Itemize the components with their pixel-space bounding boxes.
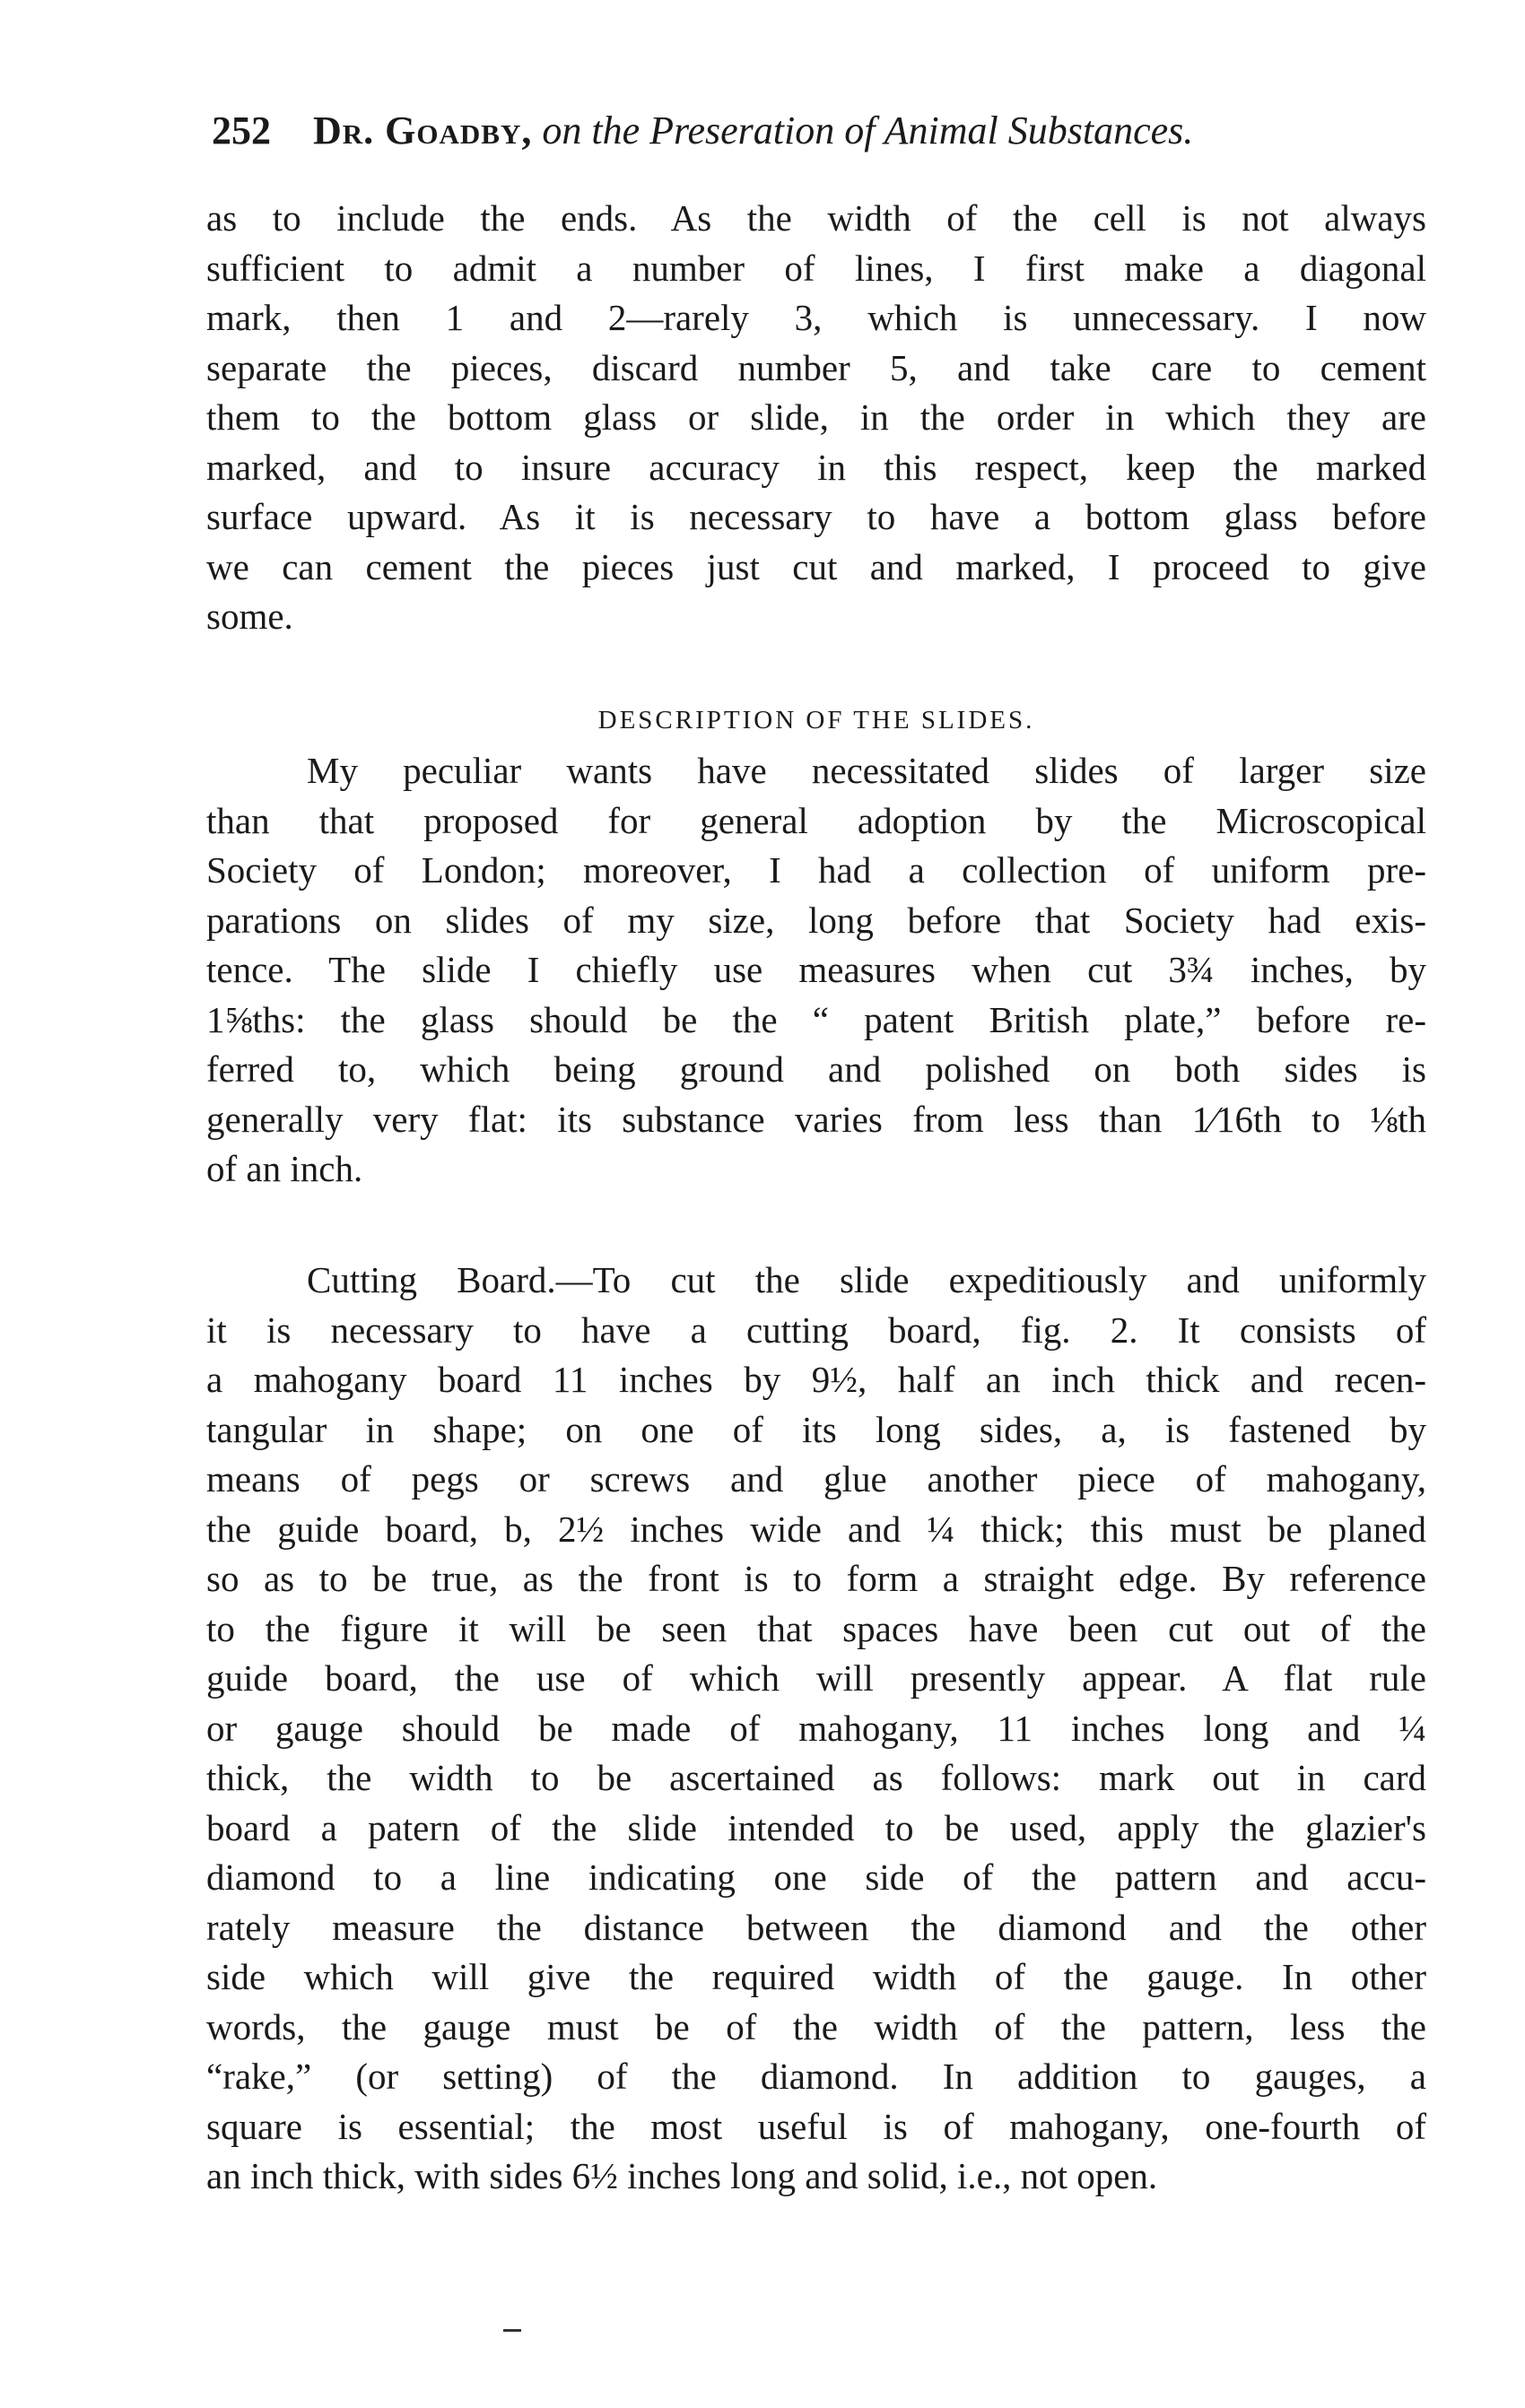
text-line: thick, the width to be ascertained as follows: mark out in card <box>206 1757 1426 1798</box>
text-line: board a patern of the slide intended to be used, apply the glazier's <box>206 1806 1426 1848</box>
text-line: them to the bottom glass or slide, in the order in which they are <box>206 396 1426 438</box>
text-line: generally very flat: its substance varies from less than 1⁄16th to ⅛th <box>206 1098 1426 1140</box>
text-line: ferred to, which being ground and polished on both sides is <box>206 1048 1426 1090</box>
text-line: it is necessary to have a cutting board, fig. 2. It consists of <box>206 1308 1426 1351</box>
text-line: marked, and to insure accuracy in this respect, keep the marked <box>206 446 1426 488</box>
header-title: on the Preseration of Animal Substances. <box>542 109 1194 152</box>
text-line: tence. The slide I chiefly use measures when cut 3¾ inches, by <box>206 949 1426 990</box>
text-line: 1⅝ths: the glass should be the “ patent British plate,” before re- <box>206 998 1426 1040</box>
text-line: of an inch. <box>206 1148 363 1189</box>
ink-smudge <box>503 2329 521 2332</box>
running-header <box>212 95 1333 167</box>
text-line: the guide board, b, 2½ inches wide and ¼ thick; this must be planed <box>206 1508 1426 1550</box>
text-line: than that proposed for general adoption by the Microscopical <box>206 799 1426 841</box>
text-line: tangular in shape; on one of its long sides, a, is fastened by <box>206 1408 1426 1450</box>
text-line: Cutting Board.—To cut the slide expeditiously and uniformly <box>307 1259 1426 1300</box>
text-line: diamond to a line indicating one side of the pattern and accu- <box>206 1856 1426 1898</box>
text-line: mark, then 1 and 2—rarely 3, which is unnecessary. I now <box>206 297 1426 338</box>
text-line: separate the pieces, discard number 5, and take care to cement <box>206 346 1426 388</box>
section-heading: DESCRIPTION OF THE SLIDES. <box>597 706 1035 735</box>
text-line: guide board, the use of which will presently appear. A flat rule <box>206 1657 1426 1699</box>
text-line: an inch thick, with sides 6½ inches long and solid, i.e., not open. <box>206 2155 1158 2196</box>
text-line: Society of London; moreover, I had a collection of uniform pre- <box>206 849 1426 891</box>
text-line: some. <box>206 595 293 637</box>
paragraph-1 <box>206 194 1426 642</box>
text-line: My peculiar wants have necessitated slides of larger size <box>307 750 1426 791</box>
paragraph-2 <box>206 746 1426 1195</box>
text-line: parations on slides of my size, long before that Society had exis- <box>206 899 1426 941</box>
text-line: as to include the ends. As the width of the cell is not always <box>206 197 1426 239</box>
text-line: “rake,” (or setting) of the diamond. In addition to gauges, a <box>206 2056 1426 2097</box>
paragraph-3 <box>206 1256 1426 2202</box>
header-author: Dr. Goadby, <box>313 109 533 152</box>
text-line: we can cement the pieces just cut and marked, I proceed to give <box>206 545 1426 587</box>
text-line: or gauge should be made of mahogany, 11 inches long and ¼ <box>206 1707 1426 1749</box>
text-line: square is essential; the most useful is of mahogany, one-fourth of <box>206 2105 1426 2147</box>
text-line: so as to be true, as the front is to form a straight edge. By reference <box>206 1558 1426 1599</box>
text-line: words, the gauge must be of the width of the pattern, less the <box>206 2005 1426 2047</box>
text-line: a mahogany board 11 inches by 9½, half an inch thick and recen- <box>206 1359 1426 1400</box>
text-line: to the figure it will be seen that spaces have been cut out of the <box>206 1607 1426 1649</box>
text-line: surface upward. As it is necessary to have a bottom glass before <box>206 496 1426 537</box>
text-line: means of pegs or screws and glue another piece of mahogany, <box>206 1458 1426 1500</box>
text-line: sufficient to admit a number of lines, I first make a diagonal <box>206 247 1426 289</box>
text-line: side which will give the required width of the gauge. In other <box>206 1956 1426 1997</box>
text-line: rately measure the distance between the diamond and the other <box>206 1906 1426 1948</box>
page-number: 252 <box>212 109 271 152</box>
